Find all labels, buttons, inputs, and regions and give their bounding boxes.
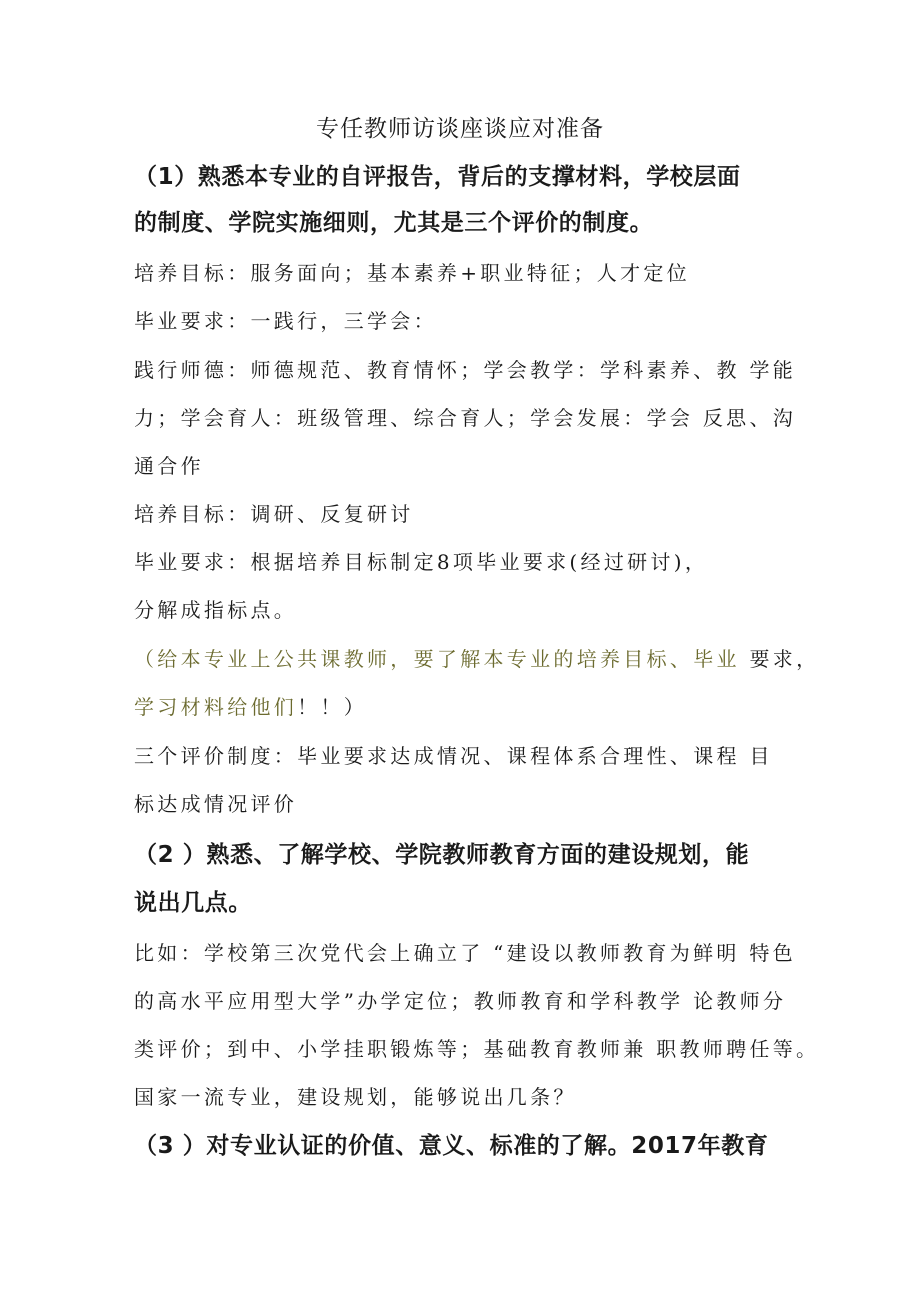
paragraph-graduation-requirements: 毕业要求：一践行，三学会： <box>134 309 437 333</box>
note-line-1 <box>134 644 819 674</box>
section-1-heading-line-1: （1）熟悉本专业的自评报告，背后的支撑材料，学校层面 <box>134 164 741 190</box>
paragraph-training-goal-research: 培养目标：调研、反复研讨 <box>134 502 414 526</box>
section-1-heading-line-2: 的制度、学院实施细则，尤其是三个评价的制度。 <box>134 210 654 236</box>
section-2-heading-line-2: 说出几点。 <box>134 890 252 916</box>
note-text-dark: 要求， <box>749 647 820 671</box>
section-2-heading-line-1: （2 ）熟悉、了解学校、学院教师教育方面的建设规划，能 <box>134 842 750 868</box>
paragraph-evaluation-line-1: 三个评价制度：毕业要求达成情况、课程体系合理性、课程 目 <box>134 744 773 768</box>
paragraph-ethics-line-1: 践行师德：师德规范、教育情怀；学会教学：学科素养、教 学能 <box>134 358 797 382</box>
paragraph-requirements-line-2: 分解成指标点。 <box>134 598 298 622</box>
note-text-colored-2: 学习材料给他们 <box>134 695 298 719</box>
note-text-dark-2: ！！） <box>297 695 368 719</box>
note-line-2 <box>134 692 367 722</box>
paragraph-example-line-3: 类评价；到中、小学挂职锻炼等；基础教育教师兼 职教师聘任等。 <box>134 1037 820 1061</box>
note-text-colored: （给本专业上公共课教师，要了解本专业的培养目标、毕业 <box>134 647 750 671</box>
paragraph-example-line-2: 的高水平应用型大学”办学定位；教师教育和学科教学 论教师分 <box>134 989 787 1013</box>
page-title: 专任教师访谈座谈应对准备 <box>316 116 604 142</box>
paragraph-example-line-4: 国家一流专业，建设规划，能够说出几条？ <box>134 1085 577 1109</box>
paragraph-example-line-1: 比如：学校第三次党代会上确立了 “建设以教师教育为鲜明 特色 <box>134 941 796 965</box>
paragraph-requirements-line-1: 毕业要求：根据培养目标制定8项毕业要求(经过研讨)， <box>134 550 709 574</box>
section-3-heading-line-1: （3 ）对专业认证的价值、意义、标准的了解。2017年教育 <box>134 1133 769 1159</box>
paragraph-evaluation-line-2: 标达成情况评价 <box>134 792 298 816</box>
paragraph-training-goal: 培养目标：服务面向；基本素养+职业特征；人才定位 <box>134 261 690 285</box>
paragraph-ethics-line-3: 通合作 <box>134 454 204 478</box>
paragraph-ethics-line-2: 力；学会育人：班级管理、综合育人；学会发展：学会 反思、沟 <box>134 406 797 430</box>
